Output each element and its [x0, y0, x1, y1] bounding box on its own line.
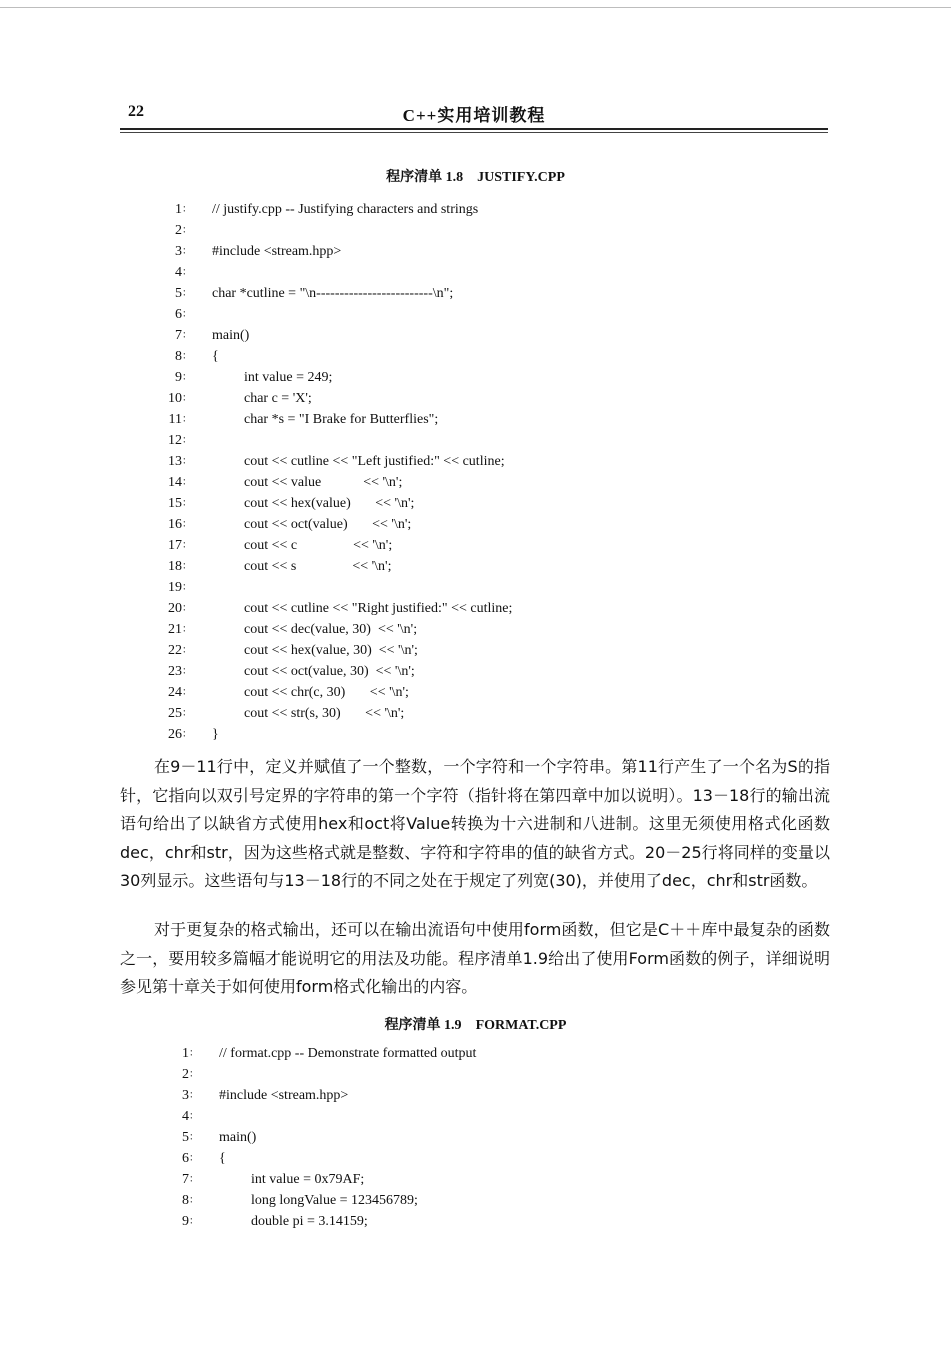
line-number: 5 ： [158, 283, 182, 304]
listing-label: 程序清单 1.9 [384, 1018, 462, 1033]
code-text: { [212, 349, 219, 364]
code-line [158, 325, 678, 346]
line-number: 14 ： [158, 472, 182, 493]
code-text: cout << s << '\n'; [244, 559, 392, 574]
code-text: #include <stream.hpp> [212, 244, 342, 259]
code-line [158, 640, 678, 661]
code-line [158, 514, 678, 535]
code-line [158, 304, 678, 325]
line-number: 1 ： [165, 1043, 189, 1064]
code-line [158, 682, 678, 703]
line-number: 10 ： [158, 388, 182, 409]
code-text: cout << hex(value, 30) << '\n'; [244, 643, 418, 658]
line-number: 25 ： [158, 703, 182, 724]
header-rule-thin [120, 132, 828, 133]
code-line [158, 262, 678, 283]
line-number: 17 ： [158, 535, 182, 556]
line-number: 12 ： [158, 430, 182, 451]
top-rule [0, 7, 951, 8]
line-number: 7 ： [165, 1169, 189, 1190]
code-line [158, 241, 678, 262]
listing-label: 程序清单 1.8 [386, 170, 464, 185]
line-number: 3 ： [165, 1085, 189, 1106]
code-line [158, 220, 678, 241]
listing-caption [0, 1014, 951, 1034]
code-text: double pi = 3.14159; [251, 1214, 368, 1229]
code-text: cout << c << '\n'; [244, 538, 393, 553]
code-line [165, 1106, 685, 1127]
code-text: cout << chr(c, 30) << '\n'; [244, 685, 409, 700]
code-text: long longValue = 123456789; [251, 1193, 418, 1208]
code-text: char *cutline = "\n-------------------------\n"; [212, 286, 454, 301]
code-line [158, 388, 678, 409]
code-text: cout << cutline << "Left justified:" << cutline; [244, 454, 505, 469]
code-text: cout << oct(value, 30) << '\n'; [244, 664, 415, 679]
code-text: cout << value << '\n'; [244, 475, 403, 490]
code-text: int value = 249; [244, 370, 333, 385]
line-number: 22 ： [158, 640, 182, 661]
code-line [158, 493, 678, 514]
code-text: cout << dec(value, 30) << '\n'; [244, 622, 418, 637]
line-number: 26 ： [158, 724, 182, 745]
line-number: 9 ： [158, 367, 182, 388]
line-number: 2 ： [165, 1064, 189, 1085]
listing-caption [0, 166, 951, 186]
code-line [158, 556, 678, 577]
code-line [165, 1085, 685, 1106]
listing-filename: FORMAT.CPP [475, 1018, 567, 1033]
line-number: 13 ： [158, 451, 182, 472]
line-number: 6 ： [165, 1148, 189, 1169]
line-number: 18 ： [158, 556, 182, 577]
line-number: 20 ： [158, 598, 182, 619]
line-number: 21 ： [158, 619, 182, 640]
code-text: cout << oct(value) << '\n'; [244, 517, 412, 532]
code-text: main() [212, 328, 250, 343]
code-line [165, 1211, 685, 1232]
code-line [158, 346, 678, 367]
code-text: // format.cpp -- Demonstrate formatted output [219, 1046, 477, 1061]
line-number: 8 ： [165, 1190, 189, 1211]
code-line [158, 367, 678, 388]
line-number: 9 ： [165, 1211, 189, 1232]
code-line [158, 598, 678, 619]
code-line [158, 409, 678, 430]
code-line [158, 535, 678, 556]
code-line [165, 1064, 685, 1085]
line-number: 6 ： [158, 304, 182, 325]
listing-filename: JUSTIFY.CPP [477, 170, 565, 185]
code-listing [158, 199, 678, 745]
code-line [165, 1043, 685, 1064]
code-text: } [212, 727, 219, 742]
code-text: // justify.cpp -- Justifying characters and strings [212, 202, 479, 217]
code-line [158, 283, 678, 304]
line-number: 4 ： [165, 1106, 189, 1127]
code-text: char *s = "I Brake for Butterflies"; [244, 412, 439, 427]
code-text: int value = 0x79AF; [251, 1172, 365, 1187]
line-number: 2 ： [158, 220, 182, 241]
book-title: C++实用培训教程 [402, 106, 546, 125]
header-rule [120, 128, 828, 130]
code-text: #include <stream.hpp> [219, 1088, 349, 1103]
code-listing [165, 1043, 685, 1232]
line-number: 5 ： [165, 1127, 189, 1148]
code-line [165, 1148, 685, 1169]
line-number: 1 ： [158, 199, 182, 220]
code-text: cout << cutline << "Right justified:" << cutline; [244, 601, 513, 616]
code-line [158, 703, 678, 724]
code-line [158, 661, 678, 682]
line-number: 4 ： [158, 262, 182, 283]
line-number: 11 ： [158, 409, 182, 430]
line-number: 8 ： [158, 346, 182, 367]
code-text: cout << hex(value) << '\n'; [244, 496, 415, 511]
code-line [165, 1127, 685, 1148]
line-number: 16 ： [158, 514, 182, 535]
code-text: main() [219, 1130, 257, 1145]
line-number: 3 ： [158, 241, 182, 262]
body-paragraph: 在9－11行中，定义并赋值了一个整数，一个字符和一个字符串。第11行产生了一个名为S的指针，它指向以双引号定界的字符串的第一个字符（指针将在第四章中加以说明）。13－18行的输出流语句给出了以缺省方式使用hex和oct将Value转换为十六进制和八进制。这里无须使用格式化函数dec，chr和str，因为这些格式就是整数、字符和字符串的值的缺省方式。20－25行将同样的变量以30列显示。这些语句与13－18行的不同之处在于规定了列宽(30)，并使用了dec，chr和str函数。 [120, 757, 830, 890]
code-text: { [219, 1151, 226, 1166]
code-line [158, 430, 678, 451]
line-number: 24 ： [158, 682, 182, 703]
page-number: 22 [128, 103, 144, 120]
code-line [158, 724, 678, 745]
code-text: char c = 'X'; [244, 391, 312, 406]
code-line [158, 577, 678, 598]
page-header [120, 101, 828, 131]
line-number: 23 ： [158, 661, 182, 682]
body-paragraph: 对于更复杂的格式输出，还可以在输出流语句中使用form函数，但它是C＋＋库中最复杂的函数之一，要用较多篇幅才能说明它的用法及功能。程序清单1.9给出了使用Form函数的例子，详细说明参见第十章关于如何使用form格式化输出的内容。 [120, 920, 830, 996]
code-text: cout << str(s, 30) << '\n'; [244, 706, 405, 721]
line-number: 19 ： [158, 577, 182, 598]
line-number: 7 ： [158, 325, 182, 346]
line-number: 15 ： [158, 493, 182, 514]
code-line [158, 472, 678, 493]
code-line [158, 619, 678, 640]
code-line [165, 1190, 685, 1211]
code-line [158, 451, 678, 472]
code-line [165, 1169, 685, 1190]
code-line [158, 199, 678, 220]
